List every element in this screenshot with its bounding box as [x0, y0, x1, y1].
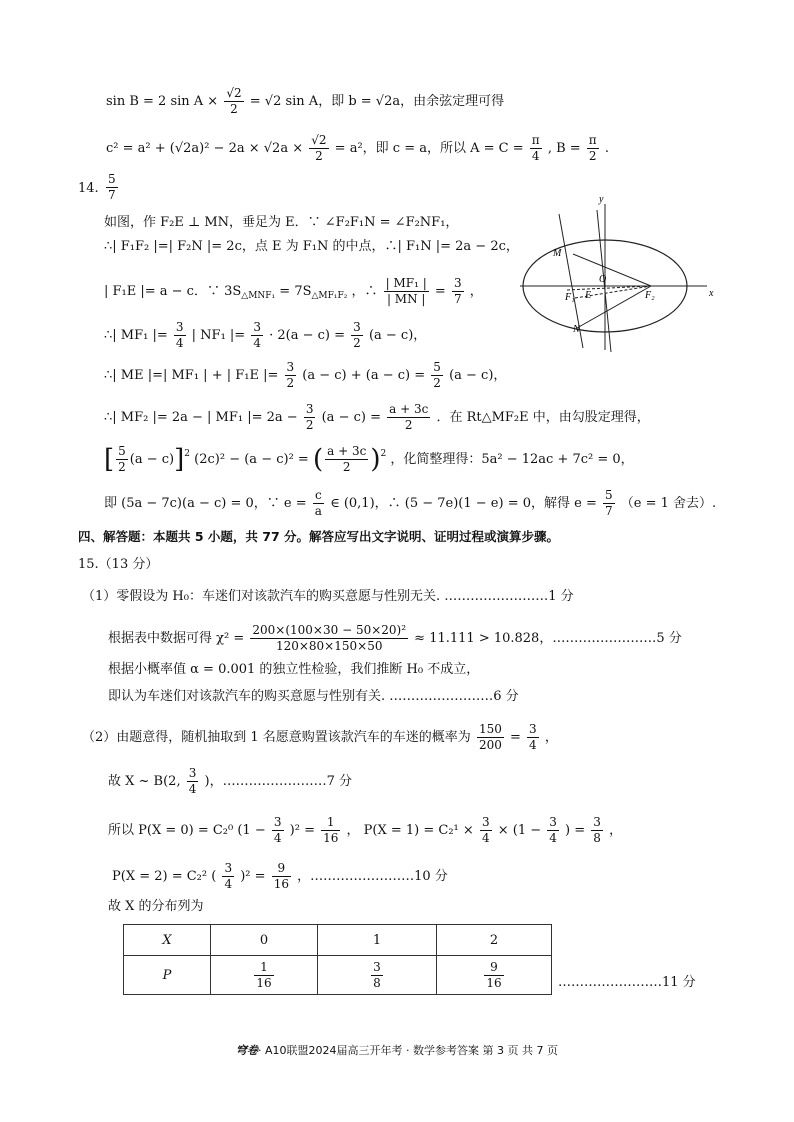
label-x: x — [709, 288, 714, 299]
p15-s1-line4: 即认为车迷们对该款汽车的购买意愿与性别有关. ……………………6 分 — [108, 689, 519, 704]
p14-line-1: 如图，作 F₂E ⊥ MN，垂足为 E．∵ ∠F₂F₁N = ∠F₂NF₁， — [104, 215, 459, 230]
p15-s1-line3: 根据小概率值 α = 0.001 的独立性检验，我们推断 H₀ 不成立， — [108, 662, 480, 677]
label-n: N — [573, 324, 580, 335]
page-footer — [0, 1042, 794, 1058]
ellipse-figure — [515, 190, 725, 360]
p13-line-1: sin B = 2 sin A × $\frac{√2}{2}$ = √2 sin A，即 b = √2a，由余弦定理可得 — [106, 86, 505, 116]
p14-line-3: | F₁E |= a − c．∵ $3S_{\triangle MNF_1} = 7S_{\triangle MF_1F_2}$ ，∴ $\frac{\text{| MF₁ |}}{| MN |}$ = $\frac{3}{7}$ ， — [104, 276, 483, 306]
p15-s1-line1: （1）零假设为 H₀：车迷们对该款汽车的购买意愿与性别无关. ……………………1 分 — [82, 589, 574, 604]
p14-line-6: ∴| MF₂ |= 2a − | MF₁ |= 2a − $\frac{3}{2}$ (a − c) = $\frac{a + 3c}{2}$ ．在 Rt△MF₂E 中，由勾股定理得， — [104, 402, 650, 432]
fraction: $\frac{\pi}{2}$ — [588, 133, 597, 163]
p14-line-7: [ $\frac{5}{2}$ (a − c)]$^2$ (2c)² − (a − c)² = ( $\frac{a + 3c}{2}$ )$^2$ ，化简整理得：5a² − 12ac + 7c² = 0， — [104, 444, 634, 475]
p14-line-8: 即 (5a − 7c)(a − c) = 0，∵ e = $\frac{c}{a}$ ∈ (0,1)，∴ (5 − 7e)(1 − e) = 0，解得 e = $\frac{5}{7}$ （e = 1 舍去）. — [104, 488, 717, 518]
table-row — [124, 956, 552, 995]
table-row — [124, 925, 552, 956]
table-cell: $\frac{1}{16}$ — [211, 956, 318, 995]
p13-line-2: c² = a² + (√2a)² − 2a × √2a × $\frac{√2}{2}$ = a²，即 c = a，所以 A = C = $\frac{\pi}{4}$ , B = $\frac{\pi}{2}$ . — [106, 133, 609, 163]
label-o: O — [599, 274, 607, 285]
p14-line-4: ∴| MF₁ |= $\frac{3}{4}$ | NF₁ |= $\frac{3}{4}$ · 2(a − c) = $\frac{3}{2}$ (a − c)， — [104, 320, 427, 350]
table-cell: 0 — [211, 925, 318, 956]
p15-s2-line5: 故 X 的分布列为 — [108, 899, 204, 914]
footer-text: · A10联盟2024届高三开年考 · 数学参考答案 第 3 页 共 7 页 — [258, 1044, 558, 1057]
label-m: M — [553, 248, 562, 259]
p15-s2-line3: 所以 P(X = 0) = C₂⁰ (1 − $\frac{3}{4}$ )² = $\frac{1}{16}$ ， P(X = 1) = C₂¹ × $\frac{3}{4}$ × (1 − $\frac{3}{4}$ ) = $\frac{3}{8}$ ， — [108, 815, 623, 845]
fraction: $\frac{√2}{2}$ — [311, 133, 327, 163]
p14-line-2: ∴| F₁F₂ |=| F₂N |= 2c，点 E 为 F₁N 的中点，∴| F₁N |= 2a − 2c， — [104, 239, 519, 254]
table-cell: X — [124, 925, 211, 956]
p15-header: 15.（13 分） — [78, 557, 159, 572]
label-e: E — [585, 290, 592, 301]
table-cell: $\frac{3}{8}$ — [318, 956, 437, 995]
p14-number: 14. — [78, 181, 99, 196]
footer-logo: 穹卷 — [236, 1044, 258, 1057]
p15-s1-line2: 根据表中数据可得 χ² = $\frac{\text{200×(100×30 − 50×20)²}}{120\times 80\times 150\times 50}$ ≈ 11.111 > 10.828，……………………5 分 — [108, 623, 682, 653]
label-f1: F₁ — [565, 292, 575, 303]
p14-answer: $\frac{5}{7}$ — [108, 172, 116, 202]
fraction: $\frac{\pi}{4}$ — [531, 133, 540, 163]
section-heading: 四、解答题：本题共 5 小题，共 77 分。解答应写出文字说明、证明过程或演算步骤。 — [78, 529, 560, 544]
table-score: ……………………11 分 — [558, 975, 696, 990]
p15-s2-line2: 故 X ~ B(2, $\frac{3}{4}$ )，……………………7 分 — [108, 766, 352, 796]
table-cell: 2 — [437, 925, 552, 956]
label-y: y — [599, 194, 604, 205]
p14-line-5: ∴| ME |=| MF₁ | + | F₁E |= $\frac{3}{2}$ (a − c) + (a − c) = $\frac{5}{2}$ (a − c)， — [104, 360, 507, 390]
table-cell: $\frac{9}{16}$ — [437, 956, 552, 995]
table-cell: 1 — [318, 925, 437, 956]
distribution-table — [123, 924, 552, 995]
fraction: $\frac{√2}{2}$ — [226, 86, 242, 116]
p15-s2-line1: （2）由题意得，随机抽取到 1 名愿意购置该款汽车的车迷的概率为 $\frac{150}{200}$ = $\frac{3}{4}$ ， — [82, 722, 558, 752]
label-f2: F₂ — [645, 290, 655, 301]
table-cell: P — [124, 956, 211, 995]
p15-s2-line4: P(X = 2) = C₂² ( $\frac{3}{4}$ )² = $\frac{9}{16}$ ，……………………10 分 — [112, 861, 448, 891]
